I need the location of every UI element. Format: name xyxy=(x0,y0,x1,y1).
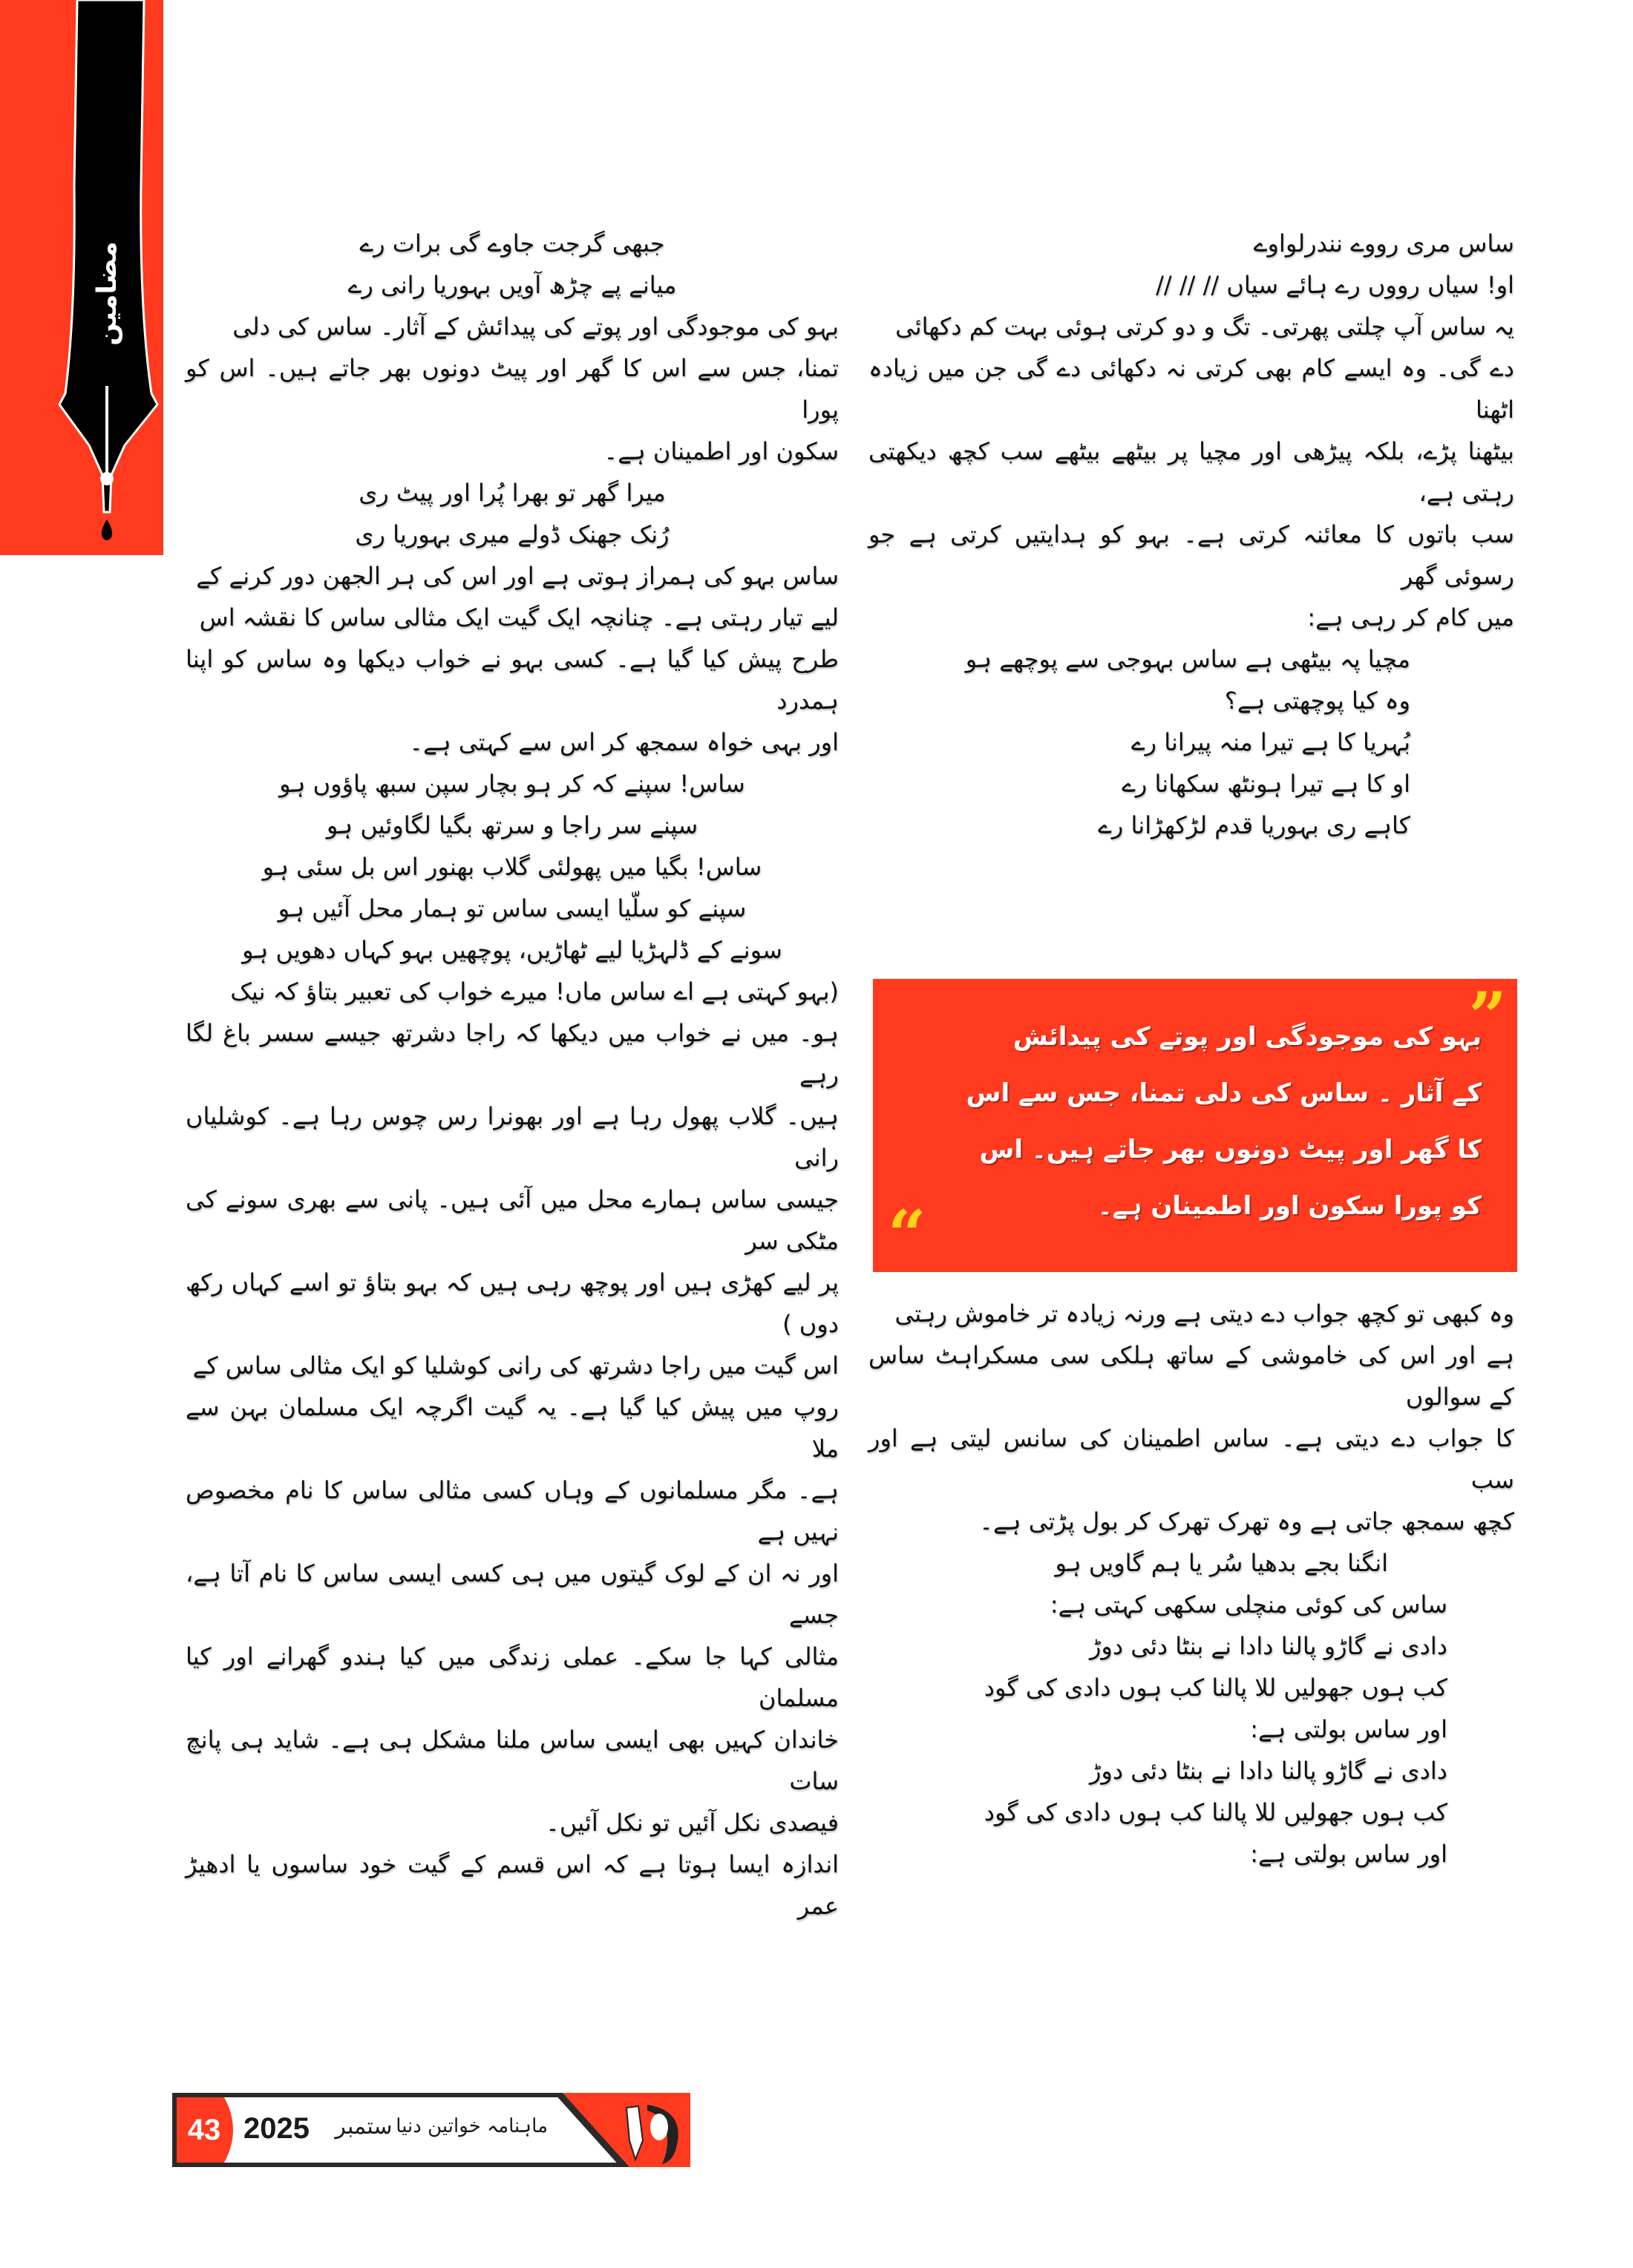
text-line: ہے اور اس کی خاموشی کے ساتھ ہلکی سی مسکراہٹ ساس کے سوالوں xyxy=(868,1341,1514,1411)
verse-line: ساس مری رووے نندرلواوے xyxy=(1253,229,1514,258)
text-line: تمنا، جس سے اس کا گھر اور پیٹ دونوں بھر جاتے ہیں۔ اس کو پورا xyxy=(186,354,839,424)
text-line: بہو کی موجودگی اور پوتے کی پیدائش کے آثار۔ ساس کی دلی xyxy=(232,312,839,341)
text-line: پر لیے کھڑی ہیں اور پوچھ رہی ہیں کہ بہو بتاؤ تو اسے کہاں رکھ دوں ) xyxy=(186,1268,839,1338)
text-line: دے گی۔ وہ ایسے کام بھی کرتی نہ دکھائی دے گی جن میں زیادہ اٹھنا xyxy=(868,354,1514,424)
verse-line: میرا گھر تو بھرا پُرا اور پیٹ ری xyxy=(359,479,666,507)
text-line: ہیں۔ گلاب پھول رہا ہے اور بھونرا رس چوس رہا ہے۔ کوشلیاں رانی xyxy=(186,1102,839,1172)
verse-line: اور ساس بولتی ہے: xyxy=(1250,1840,1447,1868)
pull-quote-line: کا گھر اور پیٹ دونوں بھر جاتے ہیں۔ اس xyxy=(979,1135,1482,1164)
verse-line: او کا ہے تیرا ہونٹھ سکھانا رے xyxy=(1122,770,1410,798)
text-line: کچھ سمجھ جاتی ہے وہ تھرک تھرک کر بول پڑتی ہے۔ xyxy=(979,1507,1514,1536)
page-footer xyxy=(172,2093,690,2167)
verse-line: سونے کے ڈلہڑیا لیے ٹھاڑیں، پوچھیں بہو کہاں دھویں ہو xyxy=(242,936,782,964)
verse-line: اور ساس بولتی ہے: xyxy=(1250,1715,1447,1743)
text-line: سکون اور اطمینان ہے۔ xyxy=(603,437,839,465)
text-line: طرح پیش کیا گیا ہے۔ کسی بہو نے خواب دیکھا وہ ساس کو اپنا ہمدرد xyxy=(186,645,839,715)
verse-line: او! سیاں رووں رے ہائے سیاں // // // xyxy=(1156,271,1514,299)
verse-line: دادی نے گاڑو پالنا دادا نے بنٹا دئی دوڑ xyxy=(1089,1632,1447,1660)
issue-month: ستمبر xyxy=(335,2114,393,2140)
text-line: روپ میں پیش کیا گیا ہے۔ یہ گیت اگرچہ ایک مسلمان بہن سے ملا xyxy=(186,1393,839,1463)
text-line: (بہو کہتی ہے اے ساس ماں! میرے خواب کی تعبیر بتاؤ کہ نیک xyxy=(230,977,839,1006)
text-line: بیٹھنا پڑے، بلکہ پیڑھی اور مچیا پر بیٹھے بیٹھے سب کچھ دیکھتی رہتی ہے، xyxy=(868,437,1514,507)
verse-line: جبھی گرجت جاوے گی برات رے xyxy=(359,229,665,258)
right-column-continued xyxy=(868,1293,1514,2065)
text-line: میں کام کر رہی ہے: xyxy=(1307,603,1514,632)
verse-line: وہ کیا پوچھتی ہے؟ xyxy=(1224,686,1410,715)
verse-line: میانے پے چڑھ آویں بہوریا رانی رے xyxy=(347,271,677,299)
verse-line: ساس! بگیا میں پھولئی گلاب بھنور اس بل سئی ہو xyxy=(262,853,762,881)
page-number: 43 xyxy=(187,2113,221,2146)
right-column xyxy=(868,223,1514,965)
verse-line: سپنے سر راجا و سرتھ بگیا لگاوئیں ہو xyxy=(326,811,698,839)
pull-quote-box xyxy=(873,979,1517,1272)
verse-line: ساس! سپنے کہ کر ہو بچار سپن سبھ پاؤوں ہو xyxy=(279,770,745,798)
verse-line: کاہے ری بہوریا قدم لڑکھڑانا رے xyxy=(1098,811,1410,839)
pull-quote-line: کے آثار ۔ ساس کی دلی تمنا، جس سے اس xyxy=(966,1078,1482,1108)
text-line: اس گیت میں راجا دشرتھ کی رانی کوشلیا کو ایک مثالی ساس کے xyxy=(192,1351,839,1380)
section-label: مضامین xyxy=(91,240,122,346)
text-line: اندازہ ایسا ہوتا ہے کہ اس قسم کے گیت خود ساسوں یا ادھیڑ عمر xyxy=(186,1850,839,1920)
text-line: ہو۔ میں نے خواب میں دیکھا کہ راجا دشرتھ جیسے سسر باغ لگا رہے xyxy=(186,1019,839,1089)
magazine-name: ماہنامہ خواتین دنیا xyxy=(396,2115,548,2137)
side-banner xyxy=(0,0,163,555)
verse-line: انگنا بجے بدھیا سُر یا ہم گاویں ہو xyxy=(1055,1549,1388,1577)
verse-line: مچیا پہ بیٹھی ہے ساس بہوجی سے پوچھے ہو xyxy=(965,645,1410,673)
text-line: لیے تیار رہتی ہے۔ چنانچہ ایک گیت ایک مثالی ساس کا نقشہ اس xyxy=(199,603,839,632)
pull-quote-line: بہو کی موجودگی اور پوتے کی پیدائش xyxy=(1012,1022,1482,1052)
verse-line: رُنک جھنک ڈولے میری بہوریا ری xyxy=(355,520,670,548)
text-line: اور نہ ان کے لوک گیتوں میں ہی کسی ایسی ساس کا نام آتا ہے، جسے xyxy=(186,1559,839,1629)
text-line: ہے۔ مگر مسلمانوں کے وہاں کسی مثالی ساس کا نام مخصوص نہیں ہے xyxy=(186,1476,839,1546)
text-line: جیسی ساس ہمارے محل میں آئی ہیں۔ پانی سے بھری سونے کی مٹکی سر xyxy=(186,1185,839,1255)
text-line: وہ کبھی تو کچھ جواب دے دیتی ہے ورنہ زیادہ تر خاموش رہتی xyxy=(894,1299,1514,1328)
text-line: ساس بہو کی ہمراز ہوتی ہے اور اس کی ہر الجھن دور کرنے کے xyxy=(196,562,839,590)
pull-quote-line: کو پورا سکون اور اطمینان ہے۔ xyxy=(1097,1191,1482,1221)
open-quote-mark-icon: ” xyxy=(1468,977,1507,1056)
left-column xyxy=(186,223,839,2071)
text-line: اور بہی خواہ سمجھ کر اس سے کہتی ہے۔ xyxy=(409,728,839,756)
text-line: مثالی کہا جا سکے۔ عملی زندگی میں کیا ہندو گھرانے اور کیا مسلمان xyxy=(186,1642,839,1712)
verse-line: کب ہوں جھولیں للا پالنا کب ہوں دادی کی گود xyxy=(984,1798,1447,1826)
text-line: خاندان کہیں بھی ایسی ساس ملنا مشکل ہی ہے۔ شاید ہی پانچ سات xyxy=(186,1725,839,1795)
close-quote-mark-icon: “ xyxy=(888,1196,926,1274)
verse-line: ساس کی کوئی منچلی سکھی کہتی ہے: xyxy=(1050,1590,1447,1619)
issue-year: 2025 xyxy=(243,2112,310,2145)
text-line: سب باتوں کا معائنہ کرتی ہے۔ بہو کو ہدایتیں کرتی ہے جو رسوئی گھر xyxy=(868,520,1514,590)
text-line: یہ ساس آپ چلتی پھرتی۔ تگ و دو کرتی ہوئی بہت کم دکھائی xyxy=(895,312,1514,341)
text-line: فیصدی نکل آئیں تو نکل آئیں۔ xyxy=(546,1809,839,1837)
verse-line: دادی نے گاڑو پالنا دادا نے بنٹا دئی دوڑ xyxy=(1089,1757,1447,1785)
verse-line: کب ہوں جھولیں للا پالنا کب ہوں دادی کی گود xyxy=(984,1674,1447,1702)
text-line: کا جواب دے دیتی ہے۔ ساس اطمینان کی سانس لیتی ہے اور سب xyxy=(868,1424,1514,1494)
verse-line: سپنے کو سلّیا ایسی ساس تو ہمار محل آئیں ہو xyxy=(278,894,747,922)
verse-line: بُہریا کا ہے تیرا منہ پیرانا رے xyxy=(1130,728,1410,756)
